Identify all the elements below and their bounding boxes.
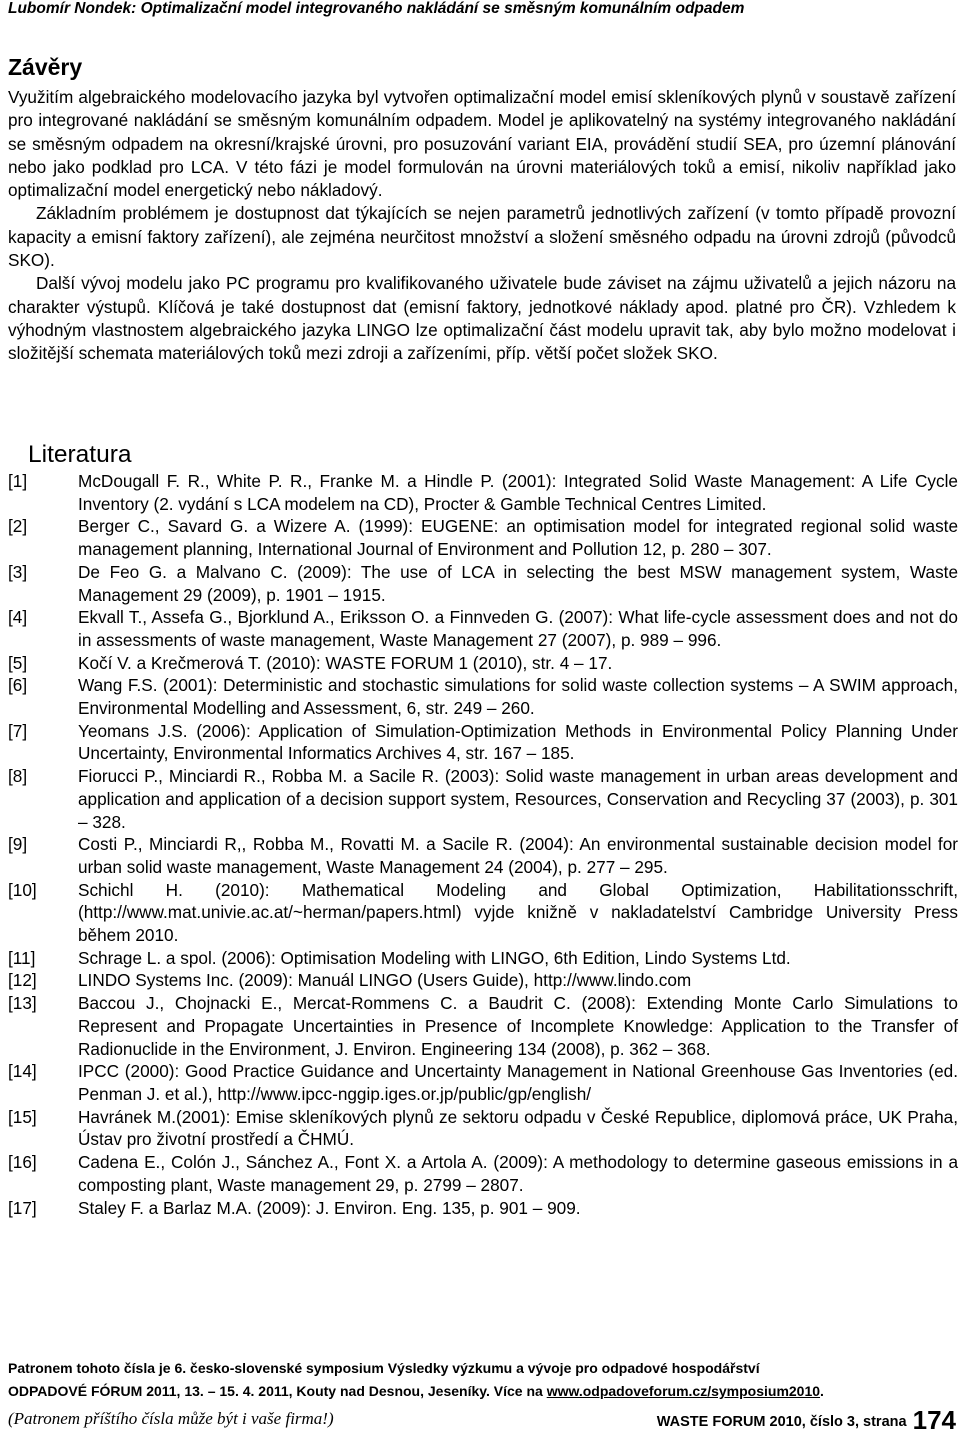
reference-number: [16]: [8, 1152, 37, 1173]
reference-text: Cadena E., Colón J., Sánchez A., Font X. a Artola A. (2009): A methodology to determine gaseous emissions in a composting plant, Waste management 29, p. 2799 – 2807.: [78, 1152, 958, 1195]
footer-event-end: .: [820, 1383, 824, 1399]
reference-number: [17]: [8, 1197, 37, 1218]
reference-item: [8, 765, 958, 833]
reference-text: Havránek M.(2001): Emise skleníkových plynů ze sektoru odpadu v České Republice, diplomová práce, UK Praha, Ústav pro životní prostředí a ČHMÚ.: [78, 1106, 958, 1150]
reference-item: [8, 606, 958, 651]
reference-item: [8, 652, 958, 675]
reference-text: LINDO Systems Inc. (2009): Manuál LINGO (Users Guide), http://www.lindo.com: [78, 970, 692, 991]
section-title-conclusions: Závěry: [8, 54, 83, 80]
reference-number: [10]: [8, 879, 37, 900]
reference-text: Berger C., Savard G. a Wizere A. (1999): EUGENE: an optimisation model for integrated regional solid waste management planning, International Journal of Environment and Pollution 12, p. 280 – 307.: [78, 516, 958, 560]
reference-item: [8, 992, 958, 1060]
reference-number: [7]: [8, 720, 28, 741]
reference-number: [3]: [8, 561, 28, 582]
reference-number: [8]: [8, 766, 28, 787]
reference-number: [2]: [8, 516, 28, 537]
reference-item: [8, 879, 958, 947]
reference-text: Wang F.S. (2001): Deterministic and stochastic simulations for solid waste collection systems – A SWIM approach, Environmental Modelling and Assessment, 6, str. 249 – 260.: [78, 675, 958, 719]
footer-journal: [657, 1405, 956, 1436]
reference-item: [8, 1060, 958, 1105]
reference-text: McDougall F. R., White P. R., Franke M. a Hindle P. (2001): Integrated Solid Waste Management: A Life Cycle Inventory (2. vydání s LCA modelem na CD), Procter & Gamble Technical Centres Limited.: [78, 471, 958, 514]
reference-number: [12]: [8, 970, 37, 991]
reference-item: [8, 561, 958, 606]
reference-item: [8, 720, 958, 765]
reference-number: [4]: [8, 607, 28, 628]
reference-item: [8, 969, 958, 992]
reference-number: [9]: [8, 834, 28, 855]
reference-number: [14]: [8, 1061, 37, 1082]
reference-text: Schrage L. a spol. (2006): Optimisation Modeling with LINGO, 6th Edition, Lindo Systems Ltd.: [78, 947, 791, 968]
reference-text: Ekvall T., Assefa G., Bjorklund A., Eriksson O. a Finnveden G. (2007): What life-cycle assessment does and not do in assessments of waste management, Waste Management 27 (2007), p. 989 – 996.: [78, 607, 958, 650]
reference-number: [11]: [8, 947, 36, 968]
reference-item: [8, 1197, 958, 1220]
footer-event-text: ODPADOVÉ FÓRUM 2011, 13. – 15. 4. 2011, Kouty nad Desnou, Jeseníky. Více na: [8, 1383, 547, 1399]
reference-number: [5]: [8, 652, 28, 673]
running-header: Lubomír Nondek: Optimalizační model integrovaného nakládání se směsným komunálním odpadem: [8, 0, 745, 17]
reference-number: [1]: [8, 471, 28, 491]
symposium-link[interactable]: www.odpadoveforum.cz/symposium2010: [546, 1383, 821, 1399]
reference-text: Staley F. a Barlaz M.A. (2009): J. Environ. Eng. 135, p. 901 – 909.: [78, 1197, 581, 1218]
reference-text: Schichl H. (2010): Mathematical Modeling and Global Optimization, Habilitationsschrift, (http://www.mat.univie.ac.at/~herman/papers.html) vyjde knižně v nakladatelství Cambridge University Press během 2010.: [78, 879, 958, 946]
conclusions-body: [8, 86, 956, 366]
reference-item: [8, 833, 958, 878]
footer-patron-line: Patronem tohoto čísla je 6. česko-slovenské symposium Výsledky výzkumu a vývoje pro odpadové hospodářství: [8, 1360, 760, 1376]
footer-event-line: [8, 1383, 958, 1399]
reference-item: [8, 1106, 958, 1151]
section-title-literature: Literatura: [28, 441, 132, 468]
reference-text: Kočí V. a Krečmerová T. (2010): WASTE FORUM 1 (2010), str. 4 – 17.: [78, 652, 613, 673]
paragraph: Využitím algebraického modelovacího jazyka byl vytvořen optimalizační model emisí skleníkových plynů v soustavě zařízení pro integrované nakládání se směsným komunálním odpadem. Model je aplikovatelný na systémy integrovaného nakládání se směsným odpadem na okresní/krajské úrovni, pro posuzování variant EIA, provádění studií SEA, pro územní plánování nebo jako podklad pro LCA. V této fázi je model formulován na úrovni materiálových toků a emisí, nikoliv například jako optimalizační model energetický nebo nákladový.: [8, 87, 956, 201]
reference-text: Costi P., Minciardi R,, Robba M., Rovatti M. a Sacile R. (2004): An environmental sustainable decision model for urban solid waste management, Waste Management 24 (2004), p. 277 – 295.: [78, 834, 958, 877]
reference-list: [8, 470, 958, 1219]
footer-invite: (Patronem příštího čísla může být i vaše firma!): [8, 1409, 334, 1428]
reference-item: [8, 470, 958, 515]
reference-text: IPCC (2000): Good Practice Guidance and Uncertainty Management in National Greenhouse Gas Inventories (ed. Penman J. et al.), http://www.ipcc-nggip.iges.or.jp/public/gp/english/: [78, 1061, 958, 1104]
reference-item: [8, 674, 958, 719]
page-number: 174: [912, 1405, 956, 1435]
reference-number: [6]: [8, 675, 28, 696]
paragraph: Základním problémem je dostupnost dat týkajících se nejen parametrů jednotlivých zařízení (v tomto případě provozní kapacity a emisní faktory zařízení), ale zejména neurčitost množství a složení směsného odpadu na úrovni zdrojů (původců SKO).: [8, 203, 956, 271]
reference-text: Yeomans J.S. (2006): Application of Simulation-Optimization Methods in Environmental Policy Planning Under Uncertainty, Environmental Informatics Archives 4, str. 167 – 185.: [78, 720, 958, 764]
paragraph: Další vývoj modelu jako PC programu pro kvalifikovaného uživatele bude záviset na zájmu uživatelů a jejich názoru na charakter výstupů. Klíčová je také dostupnost dat (emisní faktory, jednotkové náklady apod. platné pro ČR). Vzhledem k výhodným vlastnostem algebraického jazyka LINGO lze optimalizační část modelu upravit tak, aby bylo možno modelovat i složitější schemata materiálových toků mezi zdroji a zařízeními, příp. větší počet složek SKO.: [8, 273, 956, 364]
reference-item: [8, 515, 958, 560]
reference-number: [15]: [8, 1106, 37, 1127]
reference-item: [8, 947, 958, 970]
reference-text: Fiorucci P., Minciardi R., Robba M. a Sacile R. (2003): Solid waste management in urban areas development and application and application of a decision support system, Resources, Conservation and Recycling 37 (2003), p. 301 – 328.: [78, 766, 958, 832]
reference-item: [8, 1151, 958, 1196]
reference-number: [13]: [8, 993, 37, 1014]
reference-text: Baccou J., Chojnacki E., Mercat-Rommens C. a Baudrit C. (2008): Extending Monte Carlo Simulations to Represent and Propagate Uncertainties in Presence of Incomplete Knowledge: Application to the Transfer of Radionuclide in the Environment, J. Environ. Engineering 134 (2008), p. 362 – 368.: [78, 993, 958, 1059]
reference-text: De Feo G. a Malvano C. (2009): The use of LCA in selecting the best MSW management system, Waste Management 29 (2009), p. 1901 – 1915.: [78, 561, 958, 605]
journal-info: WASTE FORUM 2010, číslo 3, strana: [656, 1414, 907, 1430]
